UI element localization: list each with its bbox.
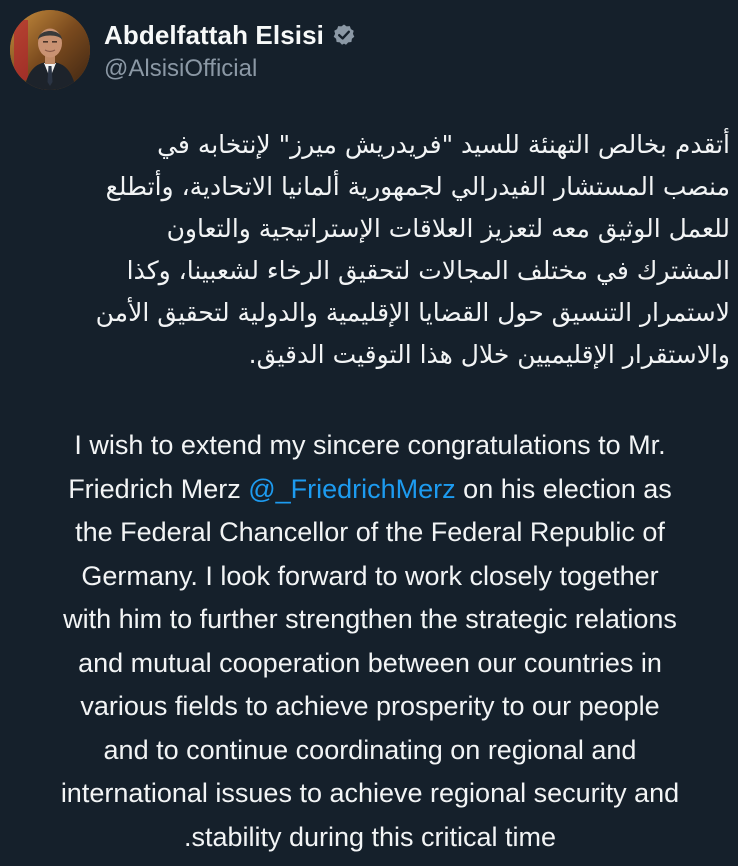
english-line: the Federal Chancellor of the Federal Republic of	[75, 517, 665, 547]
english-line: with him to further strengthen the strategic relations	[63, 604, 677, 634]
english-line: and to continue coordinating on regional and	[103, 734, 637, 765]
arabic-line: منصب المستشار الفيدرالي لجمهورية ألمانيا الاتحادية، وأتطلع	[105, 172, 730, 201]
author-names	[104, 17, 356, 83]
arabic-line: للعمل الوثيق معه لتعزيز العلاقات الإستراتيجية والتعاون	[166, 214, 730, 243]
tweet-text-arabic	[10, 124, 730, 376]
english-line: Germany. I look forward to work closely together	[81, 560, 659, 591]
arabic-line: لاستمرار التنسيق حول القضايا الإقليمية والدولية لتحقيق الأمن	[95, 298, 730, 327]
profile-photo	[10, 10, 90, 90]
display-name[interactable]: Abdelfattah Elsisi	[104, 19, 324, 50]
english-line	[10, 468, 730, 512]
arabic-line: المشترك في مختلف المجالات لتحقيق الرخاء لشعبينا، وكذا	[126, 256, 730, 285]
handle[interactable]: @AlsisiOfficial	[104, 55, 258, 82]
tweet-text-english	[10, 424, 730, 859]
mention-link[interactable]: @_FriedrichMerz	[248, 473, 456, 504]
verified-badge-icon	[332, 23, 356, 47]
avatar[interactable]	[10, 10, 90, 90]
english-line: I wish to extend my sincere congratulations to Mr.	[74, 430, 666, 460]
english-text: on his election as	[455, 473, 672, 504]
english-line: various fields to achieve prosperity to our people	[80, 691, 660, 721]
arabic-line: والاستقرار الإقليميين خلال هذا التوقيت الدقيق.	[248, 340, 730, 369]
english-line: international issues to achieve regional security and	[60, 778, 680, 808]
english-line: and mutual cooperation between our countries in	[78, 647, 662, 678]
english-text: Friedrich Merz	[68, 473, 249, 504]
english-line: .stability during this critical time	[183, 821, 557, 852]
display-name-row	[104, 17, 356, 53]
tweet-header	[10, 10, 356, 90]
arabic-line: أتقدم بخالص التهنئة للسيد "فريدريش ميرز" لإنتخابه في	[157, 130, 730, 159]
